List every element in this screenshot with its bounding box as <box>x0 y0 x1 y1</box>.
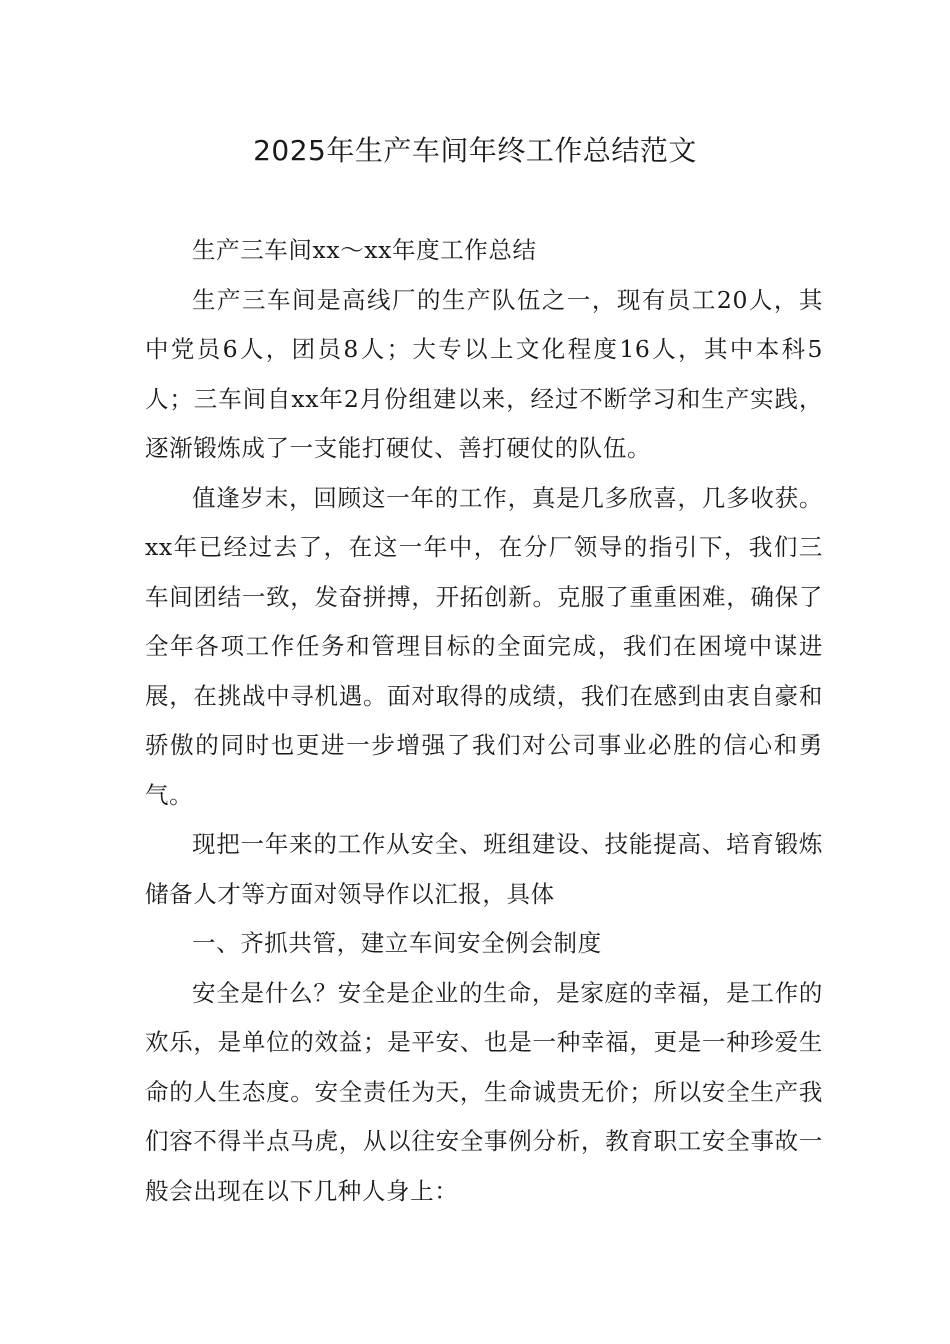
section-heading: 一、齐抓共管，建立车间安全例会制度 <box>192 929 602 957</box>
safety-paragraph: 安全是什么？安全是企业的生命，是家庭的幸福，是工作的欢乐，是单位的效益；是平安、也是一种幸福，更是一种珍爱生命的人生态度。安全责任为天，生命诚贵无价；所以安全生产我们容不得半点马虎，从以往安全事例分析，教育职工安全事故一般会出现在以下几种人身上： <box>145 978 823 1205</box>
document-body <box>145 226 823 1216</box>
document-title: 2025年生产车间年终工作总结范文 <box>253 134 697 167</box>
intro-paragraph: 生产三车间是高线厂的生产队伍之一，现有员工20人，其中党员6人，团员8人；大专以上文化程度16人，其中本科5人；三车间自xx年2月份组建以来，经过不断学习和生产实践，逐渐锻炼成了一支能打硬仗、善打硬仗的队伍。 <box>145 285 823 462</box>
subtitle-paragraph: 生产三车间xx～xx年度工作总结 <box>192 236 537 264</box>
review-paragraph: 值逢岁末，回顾这一年的工作，真是几多欣喜，几多收获。xx年已经过去了，在这一年中，在分厂领导的指引下，我们三车间团结一致，发奋拼搏，开拓创新。克服了重重困难，确保了全年各项工作任务和管理目标的全面完成，我们在困境中谋进展，在挑战中寻机遇。面对取得的成绩，我们在感到由衷自豪和骄傲的同时也更进一步增强了我们对公司事业必胜的信心和勇气。 <box>145 483 823 809</box>
report-intro-paragraph: 现把一年来的工作从安全、班组建设、技能提高、培育锻炼储备人才等方面对领导作以汇报，具体 <box>145 830 823 908</box>
